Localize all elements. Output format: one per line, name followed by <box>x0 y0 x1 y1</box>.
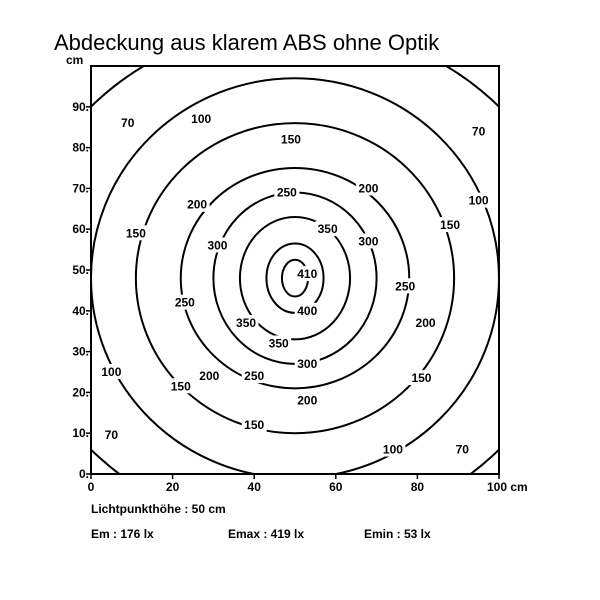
contour-label <box>189 111 214 126</box>
contour-label <box>102 427 120 442</box>
contour-label <box>266 335 291 350</box>
contour-label-text: 100 <box>101 365 122 379</box>
contour-label-text: 150 <box>280 132 301 147</box>
contour-labels <box>99 111 491 456</box>
contour-label <box>295 303 320 318</box>
contour-label <box>205 238 230 253</box>
y-tick-label: 30. <box>72 344 89 359</box>
y-tick-label: 0. <box>78 467 89 481</box>
y-tick-label: 70. <box>72 181 89 196</box>
contour-label <box>234 315 259 330</box>
contour-label-text: 70 <box>121 116 135 131</box>
contour-label-text: 150 <box>170 379 191 394</box>
contour-label-text: 150 <box>244 418 265 433</box>
y-axis-ticks <box>72 100 91 481</box>
contour-label <box>295 266 320 281</box>
contour-label-text: 70 <box>455 442 469 457</box>
y-axis-unit: cm <box>66 53 84 67</box>
contour-label-text: 250 <box>244 369 265 384</box>
x-tick-label: 80 <box>410 480 425 494</box>
contour-label-text: 200 <box>415 316 436 331</box>
contour-label <box>242 368 267 383</box>
contour-label <box>356 233 381 248</box>
contour-label <box>99 364 124 379</box>
contour-label-text: 300 <box>358 234 379 249</box>
contour-label <box>470 123 488 138</box>
contour-label <box>185 197 210 212</box>
contour-label-text: 250 <box>395 279 416 294</box>
max-illuminance: Emax : 419 lx <box>228 527 305 541</box>
contour-label-text: 250 <box>174 295 195 310</box>
contour-label-text: 350 <box>317 222 338 237</box>
y-tick-label: 20. <box>72 385 89 400</box>
y-tick-label: 50. <box>72 263 89 277</box>
contour-label-text: 200 <box>297 393 318 408</box>
contour-label <box>123 225 148 240</box>
contour-label <box>172 295 197 310</box>
contour-label-text: 300 <box>297 356 318 371</box>
x-tick-label: 40 <box>247 480 261 494</box>
contour-label <box>168 378 193 393</box>
contour-label-text: 400 <box>297 303 318 318</box>
contour-label <box>413 315 438 330</box>
contour-label <box>438 217 463 232</box>
contour-label <box>274 184 299 199</box>
average-illuminance: Em : 176 lx <box>91 527 154 541</box>
contour-label-text: 200 <box>199 369 220 384</box>
x-axis-ticks <box>88 474 528 494</box>
y-tick-label: 80. <box>72 140 89 155</box>
contour-label <box>278 131 303 146</box>
contour-label-text: 70 <box>471 124 486 139</box>
contour-label <box>409 370 434 385</box>
contour-label-text: 100 <box>191 112 212 127</box>
contour-label <box>380 442 405 457</box>
contour-label <box>119 115 137 130</box>
contour-label <box>242 417 267 432</box>
x-tick-label: 100 cm <box>487 480 528 494</box>
contour-label-text: 150 <box>440 218 461 233</box>
contour-label <box>356 180 381 195</box>
chart-title: Abdeckung aus klarem ABS ohne Optik <box>54 30 440 55</box>
x-tick-label: 60 <box>329 480 343 494</box>
contour-label <box>466 193 491 208</box>
y-tick-label: 10. <box>72 426 89 441</box>
contour-label-text: 350 <box>268 336 289 351</box>
contour-label-text: 200 <box>187 197 208 212</box>
contour-label <box>295 356 320 371</box>
min-illuminance: Emin : 53 lx <box>364 527 431 541</box>
contour-label-text: 100 <box>468 193 489 208</box>
contour-label-text: 70 <box>104 428 119 443</box>
contour-label-text: 350 <box>236 316 257 331</box>
y-tick-label: 60. <box>72 222 89 237</box>
contour-label <box>197 368 222 383</box>
contour-label <box>295 393 320 408</box>
y-tick-label: 90. <box>72 99 89 114</box>
contour-label-text: 150 <box>411 371 432 386</box>
x-tick-label: 0 <box>87 480 95 494</box>
contour-label-text: 300 <box>207 238 228 253</box>
contour-label-text: 250 <box>276 185 297 200</box>
x-tick-label: 20 <box>165 480 180 494</box>
contour-label-text: 200 <box>358 181 379 196</box>
mounting-height: Lichtpunkthöhe : 50 cm <box>91 502 226 516</box>
y-tick-label: 40. <box>72 303 89 318</box>
contour-label <box>453 442 471 457</box>
contour-label-text: 100 <box>382 442 403 457</box>
contour-label <box>393 278 418 293</box>
contour-label-text: 150 <box>125 226 146 241</box>
contour-label-text: 410 <box>297 267 318 282</box>
contour-label <box>315 221 340 236</box>
